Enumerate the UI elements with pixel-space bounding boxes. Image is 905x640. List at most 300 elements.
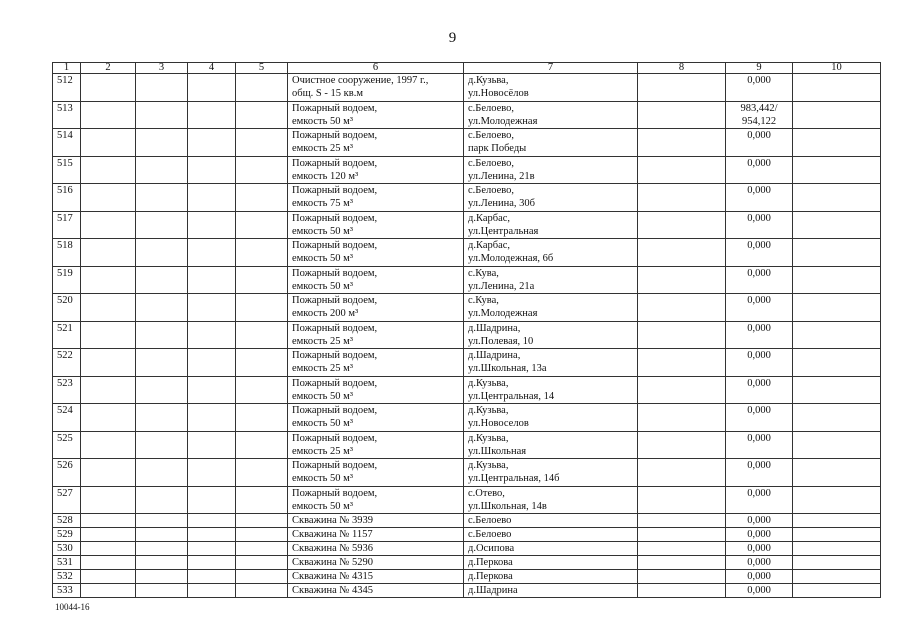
empty-cell <box>638 486 726 514</box>
empty-cell <box>136 459 188 487</box>
value-cell <box>726 404 793 432</box>
cell-text-line: ул.Молодежная <box>468 308 538 319</box>
row-number: 529 <box>57 529 73 540</box>
row-number-cell <box>53 129 81 157</box>
row-number-cell <box>53 156 81 184</box>
empty-cell <box>136 556 188 570</box>
table-row <box>53 239 881 267</box>
empty-cell <box>793 239 881 267</box>
empty-cell <box>81 266 136 294</box>
empty-cell <box>236 514 288 528</box>
cell-text-line: с.Белоево <box>468 529 512 540</box>
empty-cell <box>793 156 881 184</box>
empty-cell <box>136 129 188 157</box>
address-cell <box>464 266 638 294</box>
cell-text-line: ул.Ленина, 21в <box>468 170 535 182</box>
empty-cell <box>638 321 726 349</box>
table-row <box>53 542 881 556</box>
empty-cell <box>638 376 726 404</box>
cell-text-line: Пожарный водоем, <box>292 157 378 169</box>
table-body <box>53 74 881 598</box>
empty-cell <box>793 584 881 598</box>
empty-cell <box>81 431 136 459</box>
empty-cell <box>136 294 188 322</box>
cell-text-line: 0,000 <box>747 75 771 86</box>
empty-cell <box>136 74 188 102</box>
empty-cell <box>236 74 288 102</box>
empty-cell <box>638 74 726 102</box>
value-cell <box>726 542 793 556</box>
object-name-cell <box>288 556 464 570</box>
empty-cell <box>236 404 288 432</box>
empty-cell <box>793 542 881 556</box>
row-number: 516 <box>57 185 73 196</box>
cell-text-line: 954,122 <box>741 115 777 127</box>
empty-cell <box>793 266 881 294</box>
empty-cell <box>793 528 881 542</box>
empty-cell <box>236 239 288 267</box>
empty-cell <box>188 570 236 584</box>
cell-text-line: с.Белоево, <box>468 130 515 141</box>
column-header: 1 <box>53 63 81 74</box>
cell-text-line: 0,000 <box>747 405 771 416</box>
address-cell <box>464 184 638 212</box>
empty-cell <box>793 486 881 514</box>
value-cell <box>726 211 793 239</box>
cell-text-line: с.Белоево, <box>468 102 515 114</box>
column-header: 8 <box>638 63 726 74</box>
empty-cell <box>188 542 236 556</box>
object-name-cell <box>288 239 464 267</box>
empty-cell <box>638 570 726 584</box>
cell-text-line: емкость 25 м³ <box>292 363 353 374</box>
cell-text-line: 0,000 <box>747 130 771 141</box>
empty-cell <box>81 542 136 556</box>
empty-cell <box>188 514 236 528</box>
empty-cell <box>81 101 136 129</box>
cell-text-line: Скважина № 5936 <box>292 543 374 554</box>
cell-text-line: 0,000 <box>747 515 771 526</box>
cell-text-line: Пожарный водоем, <box>292 460 378 471</box>
cell-text-line: емкость 75 м³ <box>292 198 353 209</box>
row-number-cell <box>53 74 81 102</box>
column-header: 7 <box>464 63 638 74</box>
empty-cell <box>188 184 236 212</box>
cell-text-line: 0,000 <box>747 322 771 334</box>
empty-cell <box>793 101 881 129</box>
cell-text-line: 0,000 <box>747 295 771 306</box>
cell-text-line: Очистное сооружение, 1997 г., <box>292 75 429 86</box>
value-cell <box>726 431 793 459</box>
table-row <box>53 584 881 598</box>
cell-text-line: ул.Школьная, 13а <box>468 363 547 374</box>
header-row <box>53 63 881 74</box>
empty-cell <box>236 542 288 556</box>
value-cell <box>726 101 793 129</box>
table-row <box>53 294 881 322</box>
empty-cell <box>188 266 236 294</box>
address-cell <box>464 156 638 184</box>
cell-text-line: Пожарный водоем, <box>292 377 378 389</box>
cell-text-line: ул.Ленина, 30б <box>468 198 535 209</box>
empty-cell <box>236 294 288 322</box>
address-cell <box>464 459 638 487</box>
cell-text-line: Пожарный водоем, <box>292 350 378 361</box>
cell-text-line: д.Кузьва, <box>468 377 509 389</box>
row-number-cell <box>53 570 81 584</box>
cell-text-line: емкость 120 м³ <box>292 170 359 182</box>
value-cell <box>726 239 793 267</box>
cell-text-line: емкость 50 м³ <box>292 418 353 429</box>
empty-cell <box>136 542 188 556</box>
empty-cell <box>638 349 726 377</box>
cell-text-line: д.Шадрина, <box>468 350 521 361</box>
empty-cell <box>793 349 881 377</box>
object-name-cell <box>288 459 464 487</box>
empty-cell <box>236 570 288 584</box>
empty-cell <box>638 459 726 487</box>
empty-cell <box>793 211 881 239</box>
empty-cell <box>236 156 288 184</box>
cell-text-line: Пожарный водоем, <box>292 130 378 141</box>
object-name-cell <box>288 376 464 404</box>
empty-cell <box>136 184 188 212</box>
empty-cell <box>638 584 726 598</box>
empty-cell <box>188 101 236 129</box>
empty-cell <box>81 239 136 267</box>
cell-text-line: общ. S - 15 кв.м <box>292 88 363 99</box>
empty-cell <box>236 431 288 459</box>
empty-cell <box>188 129 236 157</box>
row-number: 513 <box>57 102 73 114</box>
empty-cell <box>638 266 726 294</box>
value-cell <box>726 459 793 487</box>
empty-cell <box>136 376 188 404</box>
cell-text-line: Пожарный водоем, <box>292 432 378 444</box>
object-name-cell <box>288 129 464 157</box>
empty-cell <box>81 376 136 404</box>
cell-text-line: 0,000 <box>747 432 771 444</box>
object-name-cell <box>288 74 464 102</box>
table-row <box>53 129 881 157</box>
cell-text-line: Пожарный водоем, <box>292 212 378 224</box>
empty-cell <box>81 321 136 349</box>
empty-cell <box>188 404 236 432</box>
column-header: 2 <box>81 63 136 74</box>
empty-cell <box>136 211 188 239</box>
address-cell <box>464 321 638 349</box>
address-cell <box>464 211 638 239</box>
empty-cell <box>638 294 726 322</box>
empty-cell <box>81 156 136 184</box>
cell-text-line: 0,000 <box>747 185 771 196</box>
column-header: 5 <box>236 63 288 74</box>
empty-cell <box>638 556 726 570</box>
table-row <box>53 528 881 542</box>
cell-text-line: 0,000 <box>747 350 771 361</box>
empty-cell <box>188 294 236 322</box>
cell-text-line: 0,000 <box>747 557 771 568</box>
empty-cell <box>638 404 726 432</box>
value-cell <box>726 321 793 349</box>
empty-cell <box>638 184 726 212</box>
row-number-cell <box>53 514 81 528</box>
cell-text-line: ул.Новосёлов <box>468 88 529 99</box>
object-name-cell <box>288 156 464 184</box>
cell-text-line: с.Кува, <box>468 267 499 279</box>
empty-cell <box>81 514 136 528</box>
empty-cell <box>188 156 236 184</box>
empty-cell <box>81 129 136 157</box>
empty-cell <box>188 528 236 542</box>
cell-text-line: емкость 50 м³ <box>292 390 353 402</box>
cell-text-line: с.Белоево, <box>468 157 515 169</box>
row-number: 525 <box>57 432 73 444</box>
value-cell <box>726 266 793 294</box>
empty-cell <box>638 101 726 129</box>
address-cell <box>464 129 638 157</box>
row-number-cell <box>53 184 81 212</box>
row-number: 522 <box>57 350 73 361</box>
column-header: 4 <box>188 63 236 74</box>
address-cell <box>464 556 638 570</box>
row-number-cell <box>53 584 81 598</box>
cell-text-line: ул.Ленина, 21а <box>468 280 535 292</box>
row-number: 532 <box>57 571 73 582</box>
cell-text-line: ул.Центральная <box>468 225 539 237</box>
row-number: 524 <box>57 405 73 416</box>
object-name-cell <box>288 542 464 556</box>
row-number: 518 <box>57 240 73 251</box>
value-cell <box>726 584 793 598</box>
empty-cell <box>236 184 288 212</box>
cell-text-line: ул.Новоселов <box>468 418 529 429</box>
empty-cell <box>136 156 188 184</box>
object-name-cell <box>288 404 464 432</box>
empty-cell <box>136 584 188 598</box>
table-row <box>53 570 881 584</box>
object-name-cell <box>288 184 464 212</box>
cell-text-line: д.Осипова <box>468 543 515 554</box>
empty-cell <box>81 486 136 514</box>
value-cell <box>726 528 793 542</box>
table-row <box>53 459 881 487</box>
cell-text-line: 0,000 <box>747 543 771 554</box>
cell-text-line: 0,000 <box>747 377 771 389</box>
empty-cell <box>136 349 188 377</box>
table-row <box>53 349 881 377</box>
column-header: 6 <box>288 63 464 74</box>
empty-cell <box>188 486 236 514</box>
empty-cell <box>793 570 881 584</box>
table-row <box>53 74 881 102</box>
empty-cell <box>136 321 188 349</box>
empty-cell <box>136 266 188 294</box>
empty-cell <box>188 321 236 349</box>
empty-cell <box>81 349 136 377</box>
empty-cell <box>236 321 288 349</box>
empty-cell <box>136 431 188 459</box>
empty-cell <box>236 349 288 377</box>
empty-cell <box>638 514 726 528</box>
row-number-cell <box>53 542 81 556</box>
value-cell <box>726 184 793 212</box>
cell-text-line: 0,000 <box>747 240 771 251</box>
empty-cell <box>81 528 136 542</box>
row-number-cell <box>53 239 81 267</box>
cell-text-line: емкость 50 м³ <box>292 500 353 512</box>
empty-cell <box>136 101 188 129</box>
cell-text-line: емкость 200 м³ <box>292 308 359 319</box>
object-name-cell <box>288 584 464 598</box>
empty-cell <box>236 556 288 570</box>
address-cell <box>464 404 638 432</box>
object-name-cell <box>288 431 464 459</box>
empty-cell <box>236 528 288 542</box>
empty-cell <box>81 584 136 598</box>
row-number-cell <box>53 349 81 377</box>
row-number-cell <box>53 459 81 487</box>
cell-text-line: ул.Молодежная <box>468 115 538 127</box>
empty-cell <box>188 376 236 404</box>
cell-text-line: Пожарный водоем, <box>292 405 378 416</box>
table-row <box>53 376 881 404</box>
table-row <box>53 156 881 184</box>
cell-text-line: 0,000 <box>747 571 771 582</box>
row-number-cell <box>53 211 81 239</box>
empty-cell <box>638 431 726 459</box>
empty-cell <box>236 129 288 157</box>
object-name-cell <box>288 349 464 377</box>
column-header: 10 <box>793 63 881 74</box>
cell-text-line: д.Карбас, <box>468 240 511 251</box>
cell-text-line: емкость 25 м³ <box>292 143 353 154</box>
row-number-cell <box>53 321 81 349</box>
object-name-cell <box>288 486 464 514</box>
empty-cell <box>81 570 136 584</box>
empty-cell <box>793 404 881 432</box>
row-number: 527 <box>57 487 73 499</box>
cell-text-line: Пожарный водоем, <box>292 185 378 196</box>
value-cell <box>726 349 793 377</box>
cell-text-line: 0,000 <box>747 267 771 279</box>
row-number: 515 <box>57 157 73 169</box>
table-row <box>53 431 881 459</box>
empty-cell <box>793 294 881 322</box>
cell-text-line: д.Перкова <box>468 557 513 568</box>
table-row <box>53 321 881 349</box>
cell-text-line: с.Белоево, <box>468 185 515 196</box>
cell-text-line: д.Кузьва, <box>468 405 509 416</box>
address-cell <box>464 101 638 129</box>
cell-text-line: д.Шадрина, <box>468 322 521 334</box>
row-number-cell <box>53 486 81 514</box>
object-name-cell <box>288 101 464 129</box>
empty-cell <box>136 514 188 528</box>
cell-text-line: емкость 50 м³ <box>292 225 353 237</box>
cell-text-line: д.Кузьва, <box>468 432 509 444</box>
cell-text-line: емкость 50 м³ <box>292 253 353 264</box>
address-cell <box>464 570 638 584</box>
cell-text-line: 0,000 <box>747 529 771 540</box>
empty-cell <box>81 211 136 239</box>
row-number-cell <box>53 556 81 570</box>
empty-cell <box>793 184 881 212</box>
table-row <box>53 556 881 570</box>
row-number: 520 <box>57 295 73 306</box>
row-number-cell <box>53 528 81 542</box>
empty-cell <box>638 239 726 267</box>
empty-cell <box>793 129 881 157</box>
cell-text-line: Скважина № 3939 <box>292 515 374 526</box>
table-row <box>53 404 881 432</box>
empty-cell <box>236 211 288 239</box>
value-cell <box>726 129 793 157</box>
cell-text-line: Пожарный водоем, <box>292 267 378 279</box>
table-row <box>53 211 881 239</box>
empty-cell <box>188 556 236 570</box>
cell-text-line: 0,000 <box>747 212 771 224</box>
object-name-cell <box>288 528 464 542</box>
empty-cell <box>236 584 288 598</box>
cell-text-line: емкость 50 м³ <box>292 473 353 484</box>
cell-text-line: парк Победы <box>468 143 527 154</box>
cell-text-line: ул.Центральная, 14 <box>468 390 555 402</box>
cell-text-line: с.Кува, <box>468 295 499 306</box>
value-cell <box>726 156 793 184</box>
cell-text-line: ул.Полевая, 10 <box>468 335 534 347</box>
cell-text-line: емкость 25 м³ <box>292 445 353 457</box>
row-number: 528 <box>57 515 73 526</box>
empty-cell <box>188 349 236 377</box>
cell-text-line: с.Отево, <box>468 487 505 499</box>
row-number: 531 <box>57 557 73 568</box>
empty-cell <box>136 570 188 584</box>
value-cell <box>726 74 793 102</box>
row-number: 521 <box>57 322 73 334</box>
address-cell <box>464 376 638 404</box>
table-row <box>53 101 881 129</box>
column-header: 9 <box>726 63 793 74</box>
address-cell <box>464 294 638 322</box>
cell-text-line: ул.Школьная <box>468 445 527 457</box>
value-cell <box>726 570 793 584</box>
address-cell <box>464 349 638 377</box>
cell-text-line: емкость 25 м³ <box>292 335 353 347</box>
address-cell <box>464 584 638 598</box>
table-row <box>53 184 881 212</box>
row-number: 512 <box>57 75 73 86</box>
empty-cell <box>136 528 188 542</box>
cell-text-line: 0,000 <box>747 487 771 499</box>
object-name-cell <box>288 211 464 239</box>
object-name-cell <box>288 321 464 349</box>
empty-cell <box>638 156 726 184</box>
empty-cell <box>236 459 288 487</box>
empty-cell <box>136 404 188 432</box>
document-code: 10044-16 <box>55 602 90 612</box>
cell-text-line: 983,442/ <box>740 102 778 114</box>
row-number: 514 <box>57 130 73 141</box>
empty-cell <box>793 431 881 459</box>
cell-text-line: Скважина № 1157 <box>292 529 373 540</box>
empty-cell <box>136 486 188 514</box>
cell-text-line: емкость 50 м³ <box>292 115 353 127</box>
address-cell <box>464 431 638 459</box>
empty-cell <box>638 129 726 157</box>
empty-cell <box>638 542 726 556</box>
row-number-cell <box>53 294 81 322</box>
